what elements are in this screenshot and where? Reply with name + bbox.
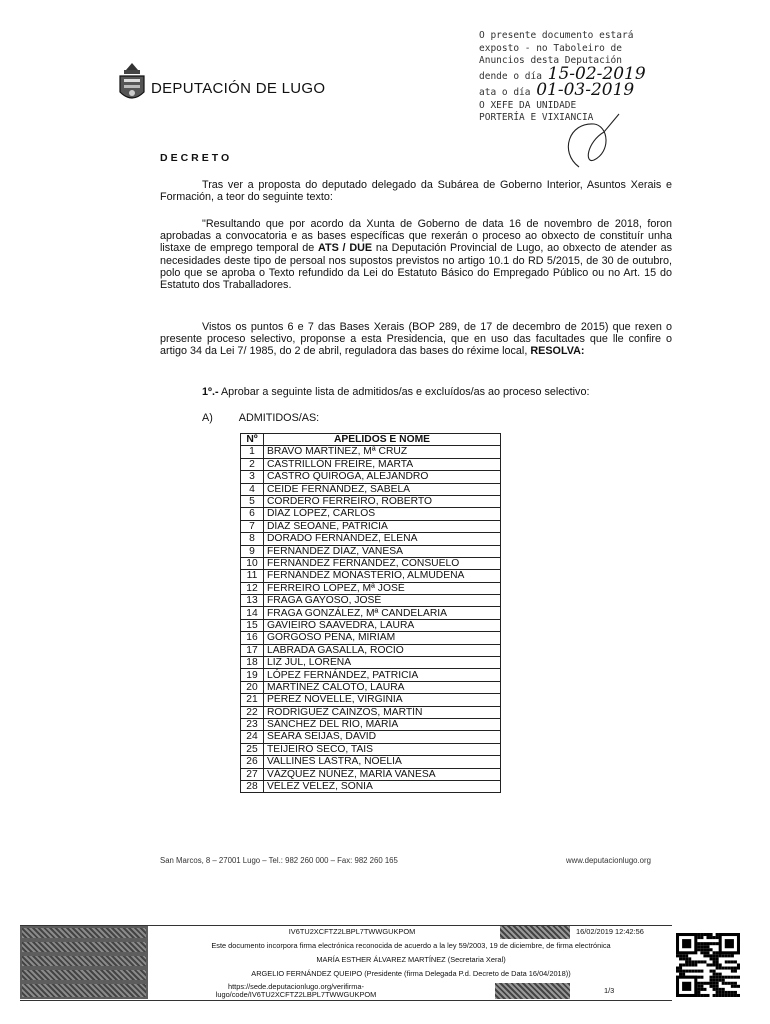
table-row	[241, 768, 501, 780]
row-number: 13	[241, 595, 264, 607]
column-header-number: Nº	[241, 434, 264, 446]
table-row	[241, 471, 501, 483]
intro-paragraph: Tras ver a proposta do deputado delegado da Subárea de Goberno Interior, Asuntos Xerais e Formación, a teor do seguinte texto:	[160, 179, 672, 204]
redacted-block	[495, 983, 570, 999]
table-row	[241, 446, 501, 458]
row-number: 14	[241, 607, 264, 619]
row-full-name: LÓPEZ FERNÁNDEZ, PATRICIA	[264, 669, 501, 681]
row-full-name: CEIDE FERNÁNDEZ, SABELA	[264, 483, 501, 495]
row-number: 12	[241, 582, 264, 594]
row-number: 8	[241, 533, 264, 545]
redacted-label	[20, 968, 148, 982]
redacted-label	[20, 982, 148, 999]
row-full-name: MARTÍNEZ CALOTO, LAURA	[264, 681, 501, 693]
table-row	[241, 731, 501, 743]
stamp-line: O presente documento estará	[479, 30, 634, 41]
signer-secretary: MARÍA ESTHER ÁLVAREZ MARTÍNEZ (Secretaria Xeral)	[316, 955, 506, 964]
table-row	[241, 595, 501, 607]
row-full-name: GAVIEIRO SAAVEDRA, LAURA	[264, 619, 501, 631]
signer-row	[20, 954, 672, 968]
table-row	[241, 632, 501, 644]
table-row	[241, 669, 501, 681]
handwritten-date-to: 01-03-2019	[536, 79, 635, 100]
row-number: 19	[241, 669, 264, 681]
table-row	[241, 756, 501, 768]
table-row	[241, 657, 501, 669]
resultando-paragraph: "Resultando que por acordo da Xunta de Goberno de data 16 de novembro de 2018, foron aprobadas a convocatoria e as bases específicas que rexerán o proceso ao obxecto de constituír unha listaxe de emprego temporal de ATS / DUE na Deputación Provincial de Lugo, ao obxecto de atender as necesidades deste tipo de persoal nos supostos previstos no artigo 10.1 do RD 5/2015, de 30 de outubro, polo que se aproba o Texto refundido da Lei do Estatuto Básico do Empregado Público ou no Art. 15 do Estatuto dos Traballadores.	[160, 218, 672, 292]
table-row	[241, 495, 501, 507]
table-row	[241, 458, 501, 470]
row-number: 25	[241, 743, 264, 755]
coat-of-arms-logo	[116, 60, 148, 106]
row-full-name: RODRÍGUEZ CAINZOS, MARTÍN	[264, 706, 501, 718]
row-full-name: VÉLEZ VÉLEZ, SONIA	[264, 780, 501, 792]
row-full-name: FERNÁNDEZ DÍAZ, VANESA	[264, 545, 501, 557]
column-header-name: APELIDOS E NOME	[264, 434, 501, 446]
stamp-line: Anuncios desta Deputación	[479, 55, 622, 67]
row-full-name: DÍAZ LÓPEZ, CARLOS	[264, 508, 501, 520]
section-a-heading: A) ADMITIDOS/AS:	[202, 412, 320, 424]
row-full-name: FRAGA GONZÁLEZ, Mª CANDELARIA	[264, 607, 501, 619]
row-number: 16	[241, 632, 264, 644]
table-row	[241, 520, 501, 532]
table-row	[241, 619, 501, 631]
row-number: 10	[241, 557, 264, 569]
row-full-name: FERNÁNDEZ MONASTERIO, ALMUDENA	[264, 570, 501, 582]
exposure-stamp	[479, 30, 679, 170]
row-full-name: FRAGA GAYOSO, JOSÉ	[264, 595, 501, 607]
signature-timestamp: 16/02/2019 12:42:56	[576, 927, 644, 936]
redacted-label	[20, 954, 148, 968]
verification-code: IV6TU2XCFTZ2LBPL7TWWGUKPOM	[288, 927, 416, 936]
verification-strip	[20, 925, 672, 999]
stamp-line-to: ata o día 01-03-2019	[479, 79, 635, 100]
table-row	[241, 545, 501, 557]
row-full-name: PÉREZ NOVELLE, VIRGINIA	[264, 694, 501, 706]
row-full-name: SEARA SEIJAS, DAVID	[264, 731, 501, 743]
redacted-block	[500, 926, 570, 939]
redacted-label	[20, 926, 148, 940]
row-number: 3	[241, 471, 264, 483]
row-number: 7	[241, 520, 264, 532]
row-number: 23	[241, 718, 264, 730]
table-row	[241, 483, 501, 495]
table-row	[241, 533, 501, 545]
footer-address: San Marcos, 8 – 27001 Lugo – Tel.: 982 260 000 – Fax: 982 260 165	[160, 856, 398, 865]
table-header-row	[241, 434, 501, 446]
table-row	[241, 644, 501, 656]
legal-row	[20, 940, 672, 954]
vistos-paragraph: Vistos os puntos 6 e 7 das Bases Xerais (BOP 289, de 17 de decembro de 2015) que rexen o presente proceso selectivo, proponse a esta Presidencia, que en uso das facultades que lle confire o artigo 34 da Lei 7/ 1985, do 2 de abril, reguladora das bases do réxime local, RESOLVA:	[160, 321, 672, 358]
qr-code-icon[interactable]	[676, 933, 740, 997]
row-number: 22	[241, 706, 264, 718]
row-number: 11	[241, 570, 264, 582]
row-number: 27	[241, 768, 264, 780]
legal-notice: Este documento incorpora firma electrónica reconocida de acuerdo a la ley 59/2003, 19 de diciembre, de firma electrónica	[211, 941, 611, 950]
resolution-item-1: 1º.- Aprobar a seguinte lista de admitidos/as e excluídos/as ao proceso selectivo:	[202, 386, 590, 398]
table-row	[241, 718, 501, 730]
row-full-name: FERREIRO LÓPEZ, Mª JOSÉ	[264, 582, 501, 594]
row-number: 9	[241, 545, 264, 557]
row-full-name: BRAVO MARTÍNEZ, Mª CRUZ	[264, 446, 501, 458]
row-full-name: SÁNCHEZ DEL RÍO, MARÍA	[264, 718, 501, 730]
row-number: 26	[241, 756, 264, 768]
document-type: DECRETO	[160, 152, 233, 164]
row-number: 15	[241, 619, 264, 631]
signer-row	[20, 968, 672, 982]
row-full-name: GORGOSO PENA, MIRIAM	[264, 632, 501, 644]
footer-website: www.deputacionlugo.org	[566, 856, 651, 865]
row-number: 5	[241, 495, 264, 507]
stamp-line: exposto - no Taboleiro de	[479, 42, 622, 54]
row-number: 2	[241, 458, 264, 470]
handwritten-date-from: 15-02-2019	[547, 64, 646, 85]
table-row	[241, 743, 501, 755]
row-full-name: VÁZQUEZ NÚÑEZ, MARÍA VANESA	[264, 768, 501, 780]
verification-code-row	[20, 926, 672, 940]
handwritten-signature-icon	[549, 112, 629, 170]
stamp-line: PORTERÍA E VIXIANCIA	[479, 112, 594, 124]
table-row	[241, 508, 501, 520]
row-number: 21	[241, 694, 264, 706]
row-full-name: TEIJEIRO SECO, TAIS	[264, 743, 501, 755]
stamp-line-from: dende o día 15-02-2019	[479, 64, 646, 85]
row-full-name: CASTRILLÓN FREIRE, MARTA	[264, 458, 501, 470]
verification-url[interactable]: https://sede.deputacionlugo.org/verifirma- lugo/code/IV6TU2XCFTZ2LBPL7TWWGUKPOM	[215, 983, 377, 999]
row-number: 24	[241, 731, 264, 743]
row-full-name: CORDERO FERREIRO, ROBERTO	[264, 495, 501, 507]
row-full-name: VALLINES LASTRA, NOELIA	[264, 756, 501, 768]
table-row	[241, 570, 501, 582]
row-number: 17	[241, 644, 264, 656]
stamp-line: O XEFE DA UNIDADE	[479, 99, 577, 111]
row-number: 4	[241, 483, 264, 495]
row-number: 20	[241, 681, 264, 693]
table-row	[241, 557, 501, 569]
admitted-list-table	[240, 433, 501, 793]
table-row	[241, 706, 501, 718]
table-row	[241, 607, 501, 619]
row-number: 1	[241, 446, 264, 458]
table-row	[241, 780, 501, 792]
table-row	[241, 582, 501, 594]
row-full-name: LABRADA GASALLA, ROCÍO	[264, 644, 501, 656]
row-number: 18	[241, 657, 264, 669]
table-row	[241, 681, 501, 693]
redacted-label	[20, 940, 148, 954]
row-number: 28	[241, 780, 264, 792]
row-number: 6	[241, 508, 264, 520]
organization-name: DEPUTACIÓN DE LUGO	[151, 80, 326, 97]
table-row	[241, 694, 501, 706]
row-full-name: FERNÁNDEZ FERNÁNDEZ, CONSUELO	[264, 557, 501, 569]
signer-president: ARGELIO FERNÁNDEZ QUEIPO (Presidente (firma Delegada P.d. Decreto de Data 16/04/2018))	[251, 969, 571, 978]
page-number: 1/3	[604, 986, 615, 995]
row-full-name: DÍAZ SEOANE, PATRICIA	[264, 520, 501, 532]
url-row	[20, 982, 672, 999]
row-full-name: LIZ JUL, LORENA	[264, 657, 501, 669]
row-full-name: CASTRO QUIROGA, ALEJANDRO	[264, 471, 501, 483]
row-full-name: DORADO FERNÁNDEZ, ELENA	[264, 533, 501, 545]
